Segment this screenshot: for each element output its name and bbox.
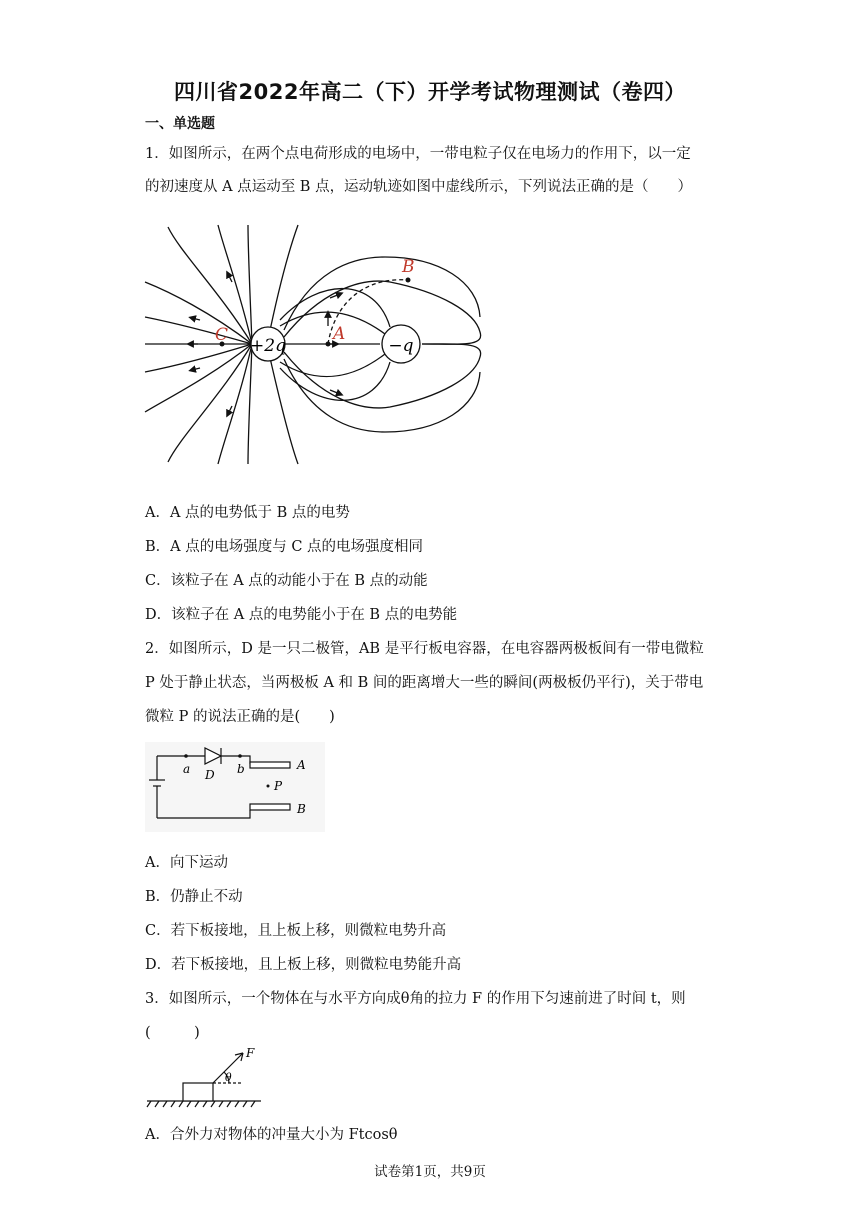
question-2-option-a: A．向下运动 — [145, 855, 228, 871]
question-3-option-a: A．合外力对物体的冲量大小为 Ftcosθ — [145, 1127, 398, 1143]
question-1-option-d: D．该粒子在 A 点的电势能小于在 B 点的电势能 — [145, 607, 458, 623]
question-1-option-c: C．该粒子在 A 点的动能小于在 B 点的动能 — [145, 573, 428, 589]
question-2-option-b: B．仍静止不动 — [145, 889, 243, 905]
label-b: b — [237, 762, 245, 776]
question-1-option-b: B．A 点的电场强度与 C 点的电场强度相同 — [145, 539, 424, 555]
question-2-line-1: 2．如图所示，D 是一只二极管，AB 是平行板电容器，在电容器两极板间有一带电微粒 — [145, 641, 704, 657]
point-a-label: A — [333, 324, 346, 344]
label-theta: θ — [225, 1071, 232, 1084]
question-3-line-2: ( ) — [145, 1025, 200, 1041]
point-c-label: C — [215, 325, 229, 345]
question-2-option-d: D．若下板接地，且上板上移，则微粒电势能升高 — [145, 957, 462, 973]
section-heading: 一、单选题 — [145, 116, 215, 132]
inclined-force-figure — [145, 1045, 265, 1110]
question-2-option-c: C．若下板接地，且上板上移，则微粒电势升高 — [145, 923, 447, 939]
charge-left-label: +2q — [250, 336, 286, 356]
question-1-line-2: 的初速度从 A 点运动至 B 点，运动轨迹如图中虚线所示，下列说法正确的是（ ） — [145, 179, 693, 195]
question-1-line-1: 1．如图所示，在两个点电荷形成的电场中，一带电粒子仅在电场力的作用下，以一定 — [145, 146, 691, 162]
page-title: 四川省2022年高二（下）开学考试物理测试（卷四） — [174, 80, 686, 104]
label-force-f: F — [246, 1046, 255, 1060]
electric-field-figure — [140, 222, 490, 467]
point-b-label: B — [402, 257, 415, 277]
page-footer: 试卷第1页，共9页 — [374, 1164, 486, 1180]
question-2-line-3: 微粒 P 的说法正确的是( ) — [145, 709, 335, 725]
charge-right-label: −q — [388, 336, 414, 356]
question-3-line-1: 3．如图所示，一个物体在与水平方向成θ角的拉力 F 的作用下匀速前进了时间 t，则 — [145, 991, 686, 1007]
label-p: P — [274, 779, 283, 793]
label-diode-d: D — [205, 768, 215, 782]
label-a: a — [183, 762, 191, 776]
question-1-option-a: A．A 点的电势低于 B 点的电势 — [145, 505, 350, 521]
question-2-line-2: P 处于静止状态，当两极板 A 和 B 间的距离增大一些的瞬间(两极板仍平行)，关于带电 — [145, 675, 704, 691]
label-plate-a: A — [297, 758, 306, 772]
label-plate-b: B — [297, 802, 306, 816]
diode-capacitor-circuit — [145, 742, 325, 832]
